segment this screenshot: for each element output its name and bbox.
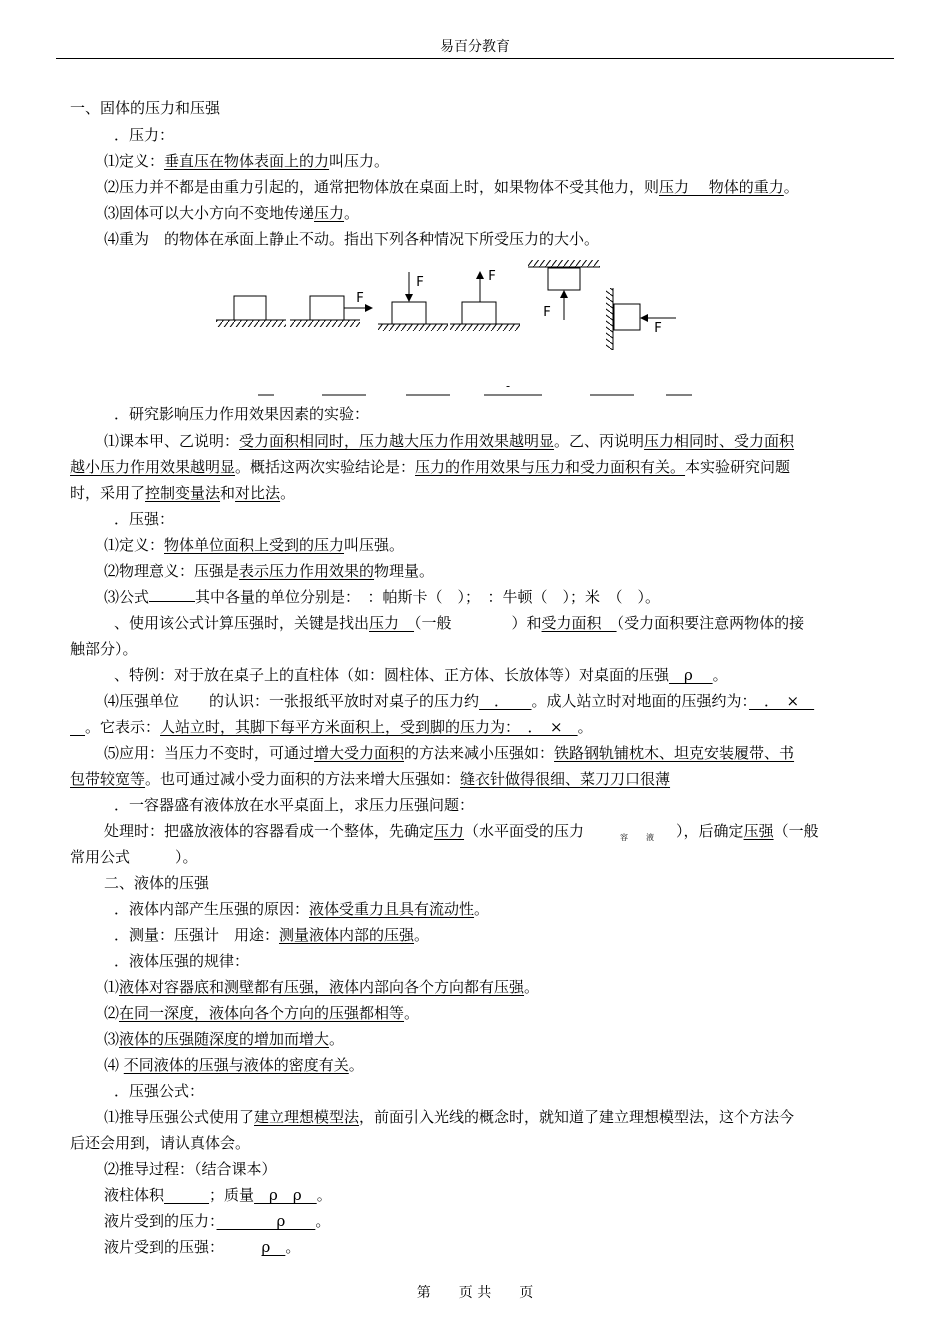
force-label-6: F — [654, 321, 662, 336]
experiment-line-1: ⑴课本甲、乙说明：受力面积相同时，压力越大压力作用效果越明显。乙、丙说明压力相同时、受力面积 — [104, 432, 795, 450]
case-4-upward-pull — [450, 269, 520, 331]
liquid-pressure-cause: ．液体内部产生压强的原因：液体受重力且具有流动性。 — [114, 900, 490, 918]
intensity-unit: ⑷压强单位 的认识：一张报纸平放时对桌子的压力约 ． 。成人站立时对地面的压强约为： ． × — [104, 692, 815, 710]
case-3-downward-force — [378, 272, 448, 331]
container-problem-heading: ．一容器盛有液体放在水平桌面上，求压力压强问题： — [114, 796, 475, 814]
formula-blank — [149, 587, 195, 602]
liquid-slice-pressure: 液片受到的压强： ρ 。 — [104, 1238, 301, 1256]
container-method: 处理时：把盛放液体的容器看成一个整体，先确定压力（水平面受的压力 $_容$ $_液$ ），后确定压强（一般 — [104, 822, 819, 842]
pressure-exercise: ⑷重为 的物体在承面上静止不动。指出下列各种情况下所受压力的大小。 — [104, 230, 600, 248]
page-header — [56, 0, 894, 59]
header-title: 易百分教育 — [440, 39, 510, 55]
pressure-definition: ⑴定义：垂直压在物体表面上的力叫压力。 — [104, 152, 390, 170]
intensity-unit-cont: 。它表示：人站立时，其脚下每平方米面积上，受到脚的压力为： ． × 。 — [85, 718, 593, 736]
experiment-line-2: 越小压力作用效果越明显。概括这两次实验结论是：压力的作用效果与压力和受力面积有关。本实验研究问题 — [70, 458, 791, 476]
intensity-key-point-cont: 触部分）。 — [70, 640, 138, 658]
experiment-line-3: 时，采用了控制变量法和对比法。 — [70, 484, 296, 502]
section-1-title: 一、固体的压力和压强 — [70, 99, 221, 117]
force-label-2: F — [356, 291, 364, 306]
container-method-cont: 常用公式 ）。 — [70, 848, 198, 866]
case-2-horizontal-push — [290, 291, 372, 327]
case-6-block-against-wall — [606, 288, 676, 350]
pressure-intensity-heading: ．压强： — [114, 510, 175, 528]
pressure-transmission: ⑶固体可以大小方向不变地传递压力。 — [104, 204, 360, 222]
page-footer: 第 页 共 页 — [416, 1285, 534, 1301]
formula-derivation-method: ⑴推导压强公式使用了建立理想模型法，前面引入光线的概念时，就知道了建立理想模型法，这个方法今 — [104, 1108, 795, 1126]
intensity-application-cont: 包带较宽等。也可通过减小受力面积的方法来增大压强如：缝衣针做得很细、菜刀刀口很薄 — [70, 770, 671, 788]
experiment-heading: ．研究影响压力作用效果因素的实验： — [114, 405, 370, 423]
pressure-source: ⑵压力并不都是由重力引起的，通常把物体放在桌面上时，如果物体不受其他力，则压力 物体的重力。 — [104, 178, 799, 196]
blank-dash: - — [506, 379, 511, 393]
case-1-block-on-floor — [216, 296, 286, 327]
force-label-5: F — [543, 305, 551, 320]
force-diagram — [210, 258, 700, 398]
intensity-application: ⑸应用：当压力不变时，可通过增大受力面积的方法来减小压强如：铁路钢轨铺枕木、坦克安装履带、书 — [104, 744, 795, 762]
force-label-4: F — [488, 269, 496, 284]
case-5-block-under-ceiling — [528, 260, 600, 320]
liquid-formula-heading: ．压强公式： — [114, 1082, 205, 1100]
liquid-rule-3: ⑶液体的压强随深度的增加而增大。 — [104, 1030, 345, 1048]
liquid-rule-1: ⑴液体对容器底和测壁都有压强，液体内部向各个方向都有压强。 — [104, 978, 540, 996]
liquid-column-volume: 液柱体积 ；质量 ρ ρ 。 — [104, 1186, 332, 1204]
intensity-definition: ⑴定义：物体单位面积上受到的压力叫压强。 — [104, 536, 405, 554]
intensity-formula: ⑶公式 其中各量的单位分别是： ：帕斯卡（ ）； ：牛顿（ ）；米 （ ）。 — [104, 588, 661, 606]
answer-blanks — [258, 379, 692, 395]
intensity-special-case: 、特例：对于放在桌子上的直柱体（如：圆柱体、正方体、长放体等）对桌面的压强 ρ 。 — [114, 666, 728, 684]
liquid-pressure-rules-heading: ．液体压强的规律： — [114, 952, 250, 970]
liquid-rule-2: ⑵在同一深度，液体向各个方向的压强都相等。 — [104, 1004, 420, 1022]
intensity-meaning: ⑵物理意义：压强是表示压力作用效果的物理量。 — [104, 562, 435, 580]
section-2-title: 二、液体的压强 — [104, 874, 210, 892]
intensity-key-point: 、使用该公式计算压强时，关键是找出压力 （一般 ）和受力面积 （受力面积要注意两物体的接 — [114, 614, 805, 632]
pressure-heading: ．压力： — [114, 126, 175, 144]
force-label-3: F — [416, 275, 424, 290]
formula-derivation-method-cont: 后还会用到，请认真体会。 — [70, 1134, 251, 1152]
derivation-process: ⑵推导过程：（结合课本） — [104, 1160, 277, 1178]
liquid-slice-force: 液片受到的压力： ρ 。 — [104, 1212, 331, 1230]
liquid-pressure-measurement: ．测量：压强计 用途：测量液体内部的压强。 — [114, 926, 430, 944]
liquid-rule-4: ⑷ 不同液体的压强与液体的密度有关。 — [104, 1056, 364, 1074]
